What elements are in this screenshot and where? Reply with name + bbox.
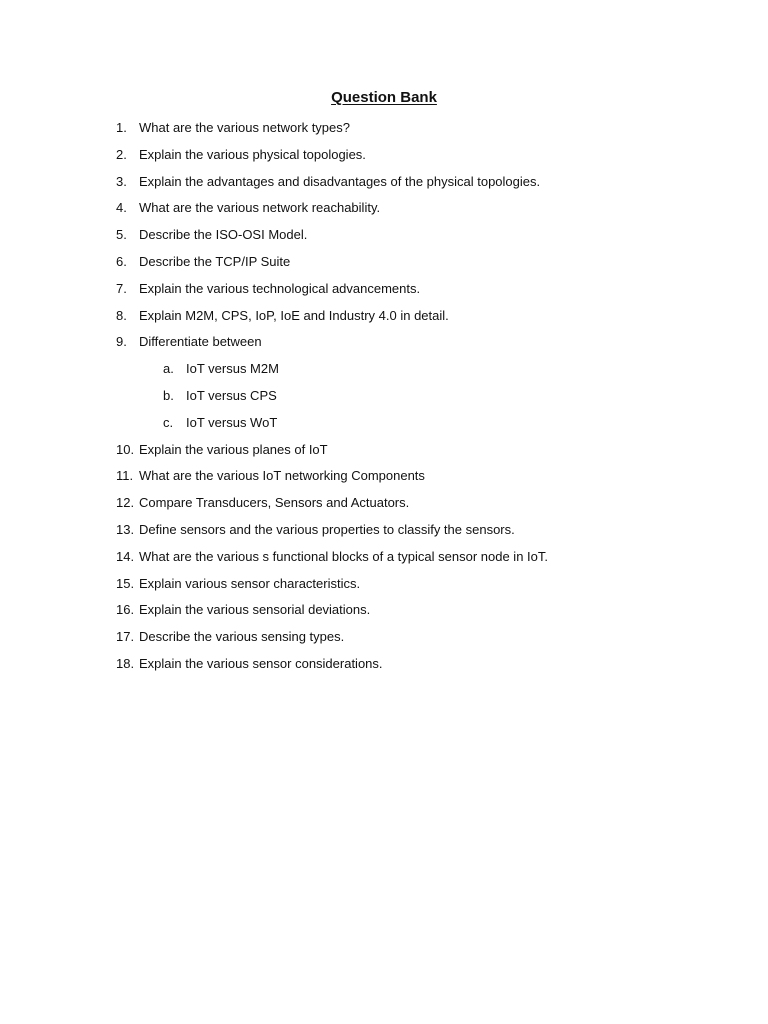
question-number: 3.	[116, 173, 127, 189]
question-text: What are the various network types?	[139, 120, 350, 135]
question-number: 18.	[116, 655, 135, 671]
question-text: Explain the various technological advancements.	[139, 280, 421, 296]
question-item	[116, 440, 716, 467]
sub-question-text: IoT versus CPS	[186, 387, 277, 403]
question-item	[116, 654, 716, 681]
question-text: Explain the various sensorial deviations.	[139, 602, 371, 618]
question-item	[116, 547, 716, 574]
question-text: Describe the TCP/IP Suite	[139, 253, 291, 269]
question-number: 8.	[116, 307, 127, 323]
sub-question-text: IoT versus WoT	[186, 414, 278, 430]
question-text: Compare Transducers, Sensors and Actuators.	[139, 495, 410, 511]
question-item	[116, 145, 716, 172]
question-number: 5.	[116, 227, 127, 243]
question-text: What are the various network reachability.	[139, 200, 381, 216]
question-text: Explain the various planes of IoT	[139, 441, 328, 457]
question-number: 7.	[116, 280, 127, 296]
question-item	[116, 600, 716, 627]
question-number: 17.	[116, 629, 135, 645]
question-text: What are the various s functional blocks of a typical sensor node in IoT.	[139, 548, 548, 564]
question-item	[116, 493, 716, 520]
question-text: Differentiate between	[139, 334, 262, 350]
question-number: 11.	[116, 468, 134, 484]
question-number: 10.	[116, 441, 135, 457]
question-number: 12.	[116, 495, 135, 511]
question-item	[116, 466, 716, 493]
question-text: Explain various sensor characteristics.	[139, 575, 361, 591]
question-item	[116, 332, 716, 359]
sub-question-item	[116, 359, 716, 386]
question-text: Explain the advantages and disadvantages of the physical topologies.	[139, 173, 541, 189]
question-number: 16.	[116, 602, 135, 618]
sub-question-letter: c.	[163, 414, 174, 430]
question-text: Describe the ISO-OSI Model.	[139, 227, 308, 243]
question-text: Explain M2M, CPS, IoP, IoE and Industry 4.0 in detail.	[139, 307, 449, 323]
question-number: 14.	[116, 548, 135, 564]
question-item	[116, 574, 716, 601]
question-number: 13.	[116, 521, 135, 537]
sub-question-letter: a.	[163, 361, 174, 377]
question-list	[116, 118, 716, 681]
question-text: Define sensors and the various properties to classify the sensors.	[139, 521, 515, 537]
question-number: 2.	[116, 146, 127, 162]
question-item	[116, 172, 716, 199]
question-item	[116, 520, 716, 547]
question-text: Explain the various sensor considerations.	[139, 655, 383, 671]
sub-question-text: IoT versus M2M	[186, 361, 279, 377]
question-item	[116, 198, 716, 225]
question-number: 4.	[116, 200, 127, 216]
sub-question-letter: b.	[163, 387, 174, 403]
question-text: Explain the various physical topologies.	[139, 146, 366, 162]
question-item	[116, 627, 716, 654]
question-item	[116, 225, 716, 252]
question-item	[116, 306, 716, 333]
question-item	[116, 279, 716, 306]
sub-question-item	[116, 413, 716, 440]
question-number: 6.	[116, 253, 127, 269]
question-text: What are the various IoT networking Components	[139, 468, 425, 484]
question-item	[116, 118, 716, 145]
question-item	[116, 252, 716, 279]
question-text: Describe the various sensing types.	[139, 629, 345, 645]
page-title: Question Bank	[331, 89, 437, 106]
question-number: 15.	[116, 575, 135, 591]
question-number: 1.	[116, 120, 127, 135]
sub-question-item	[116, 386, 716, 413]
question-number: 9.	[116, 334, 127, 350]
